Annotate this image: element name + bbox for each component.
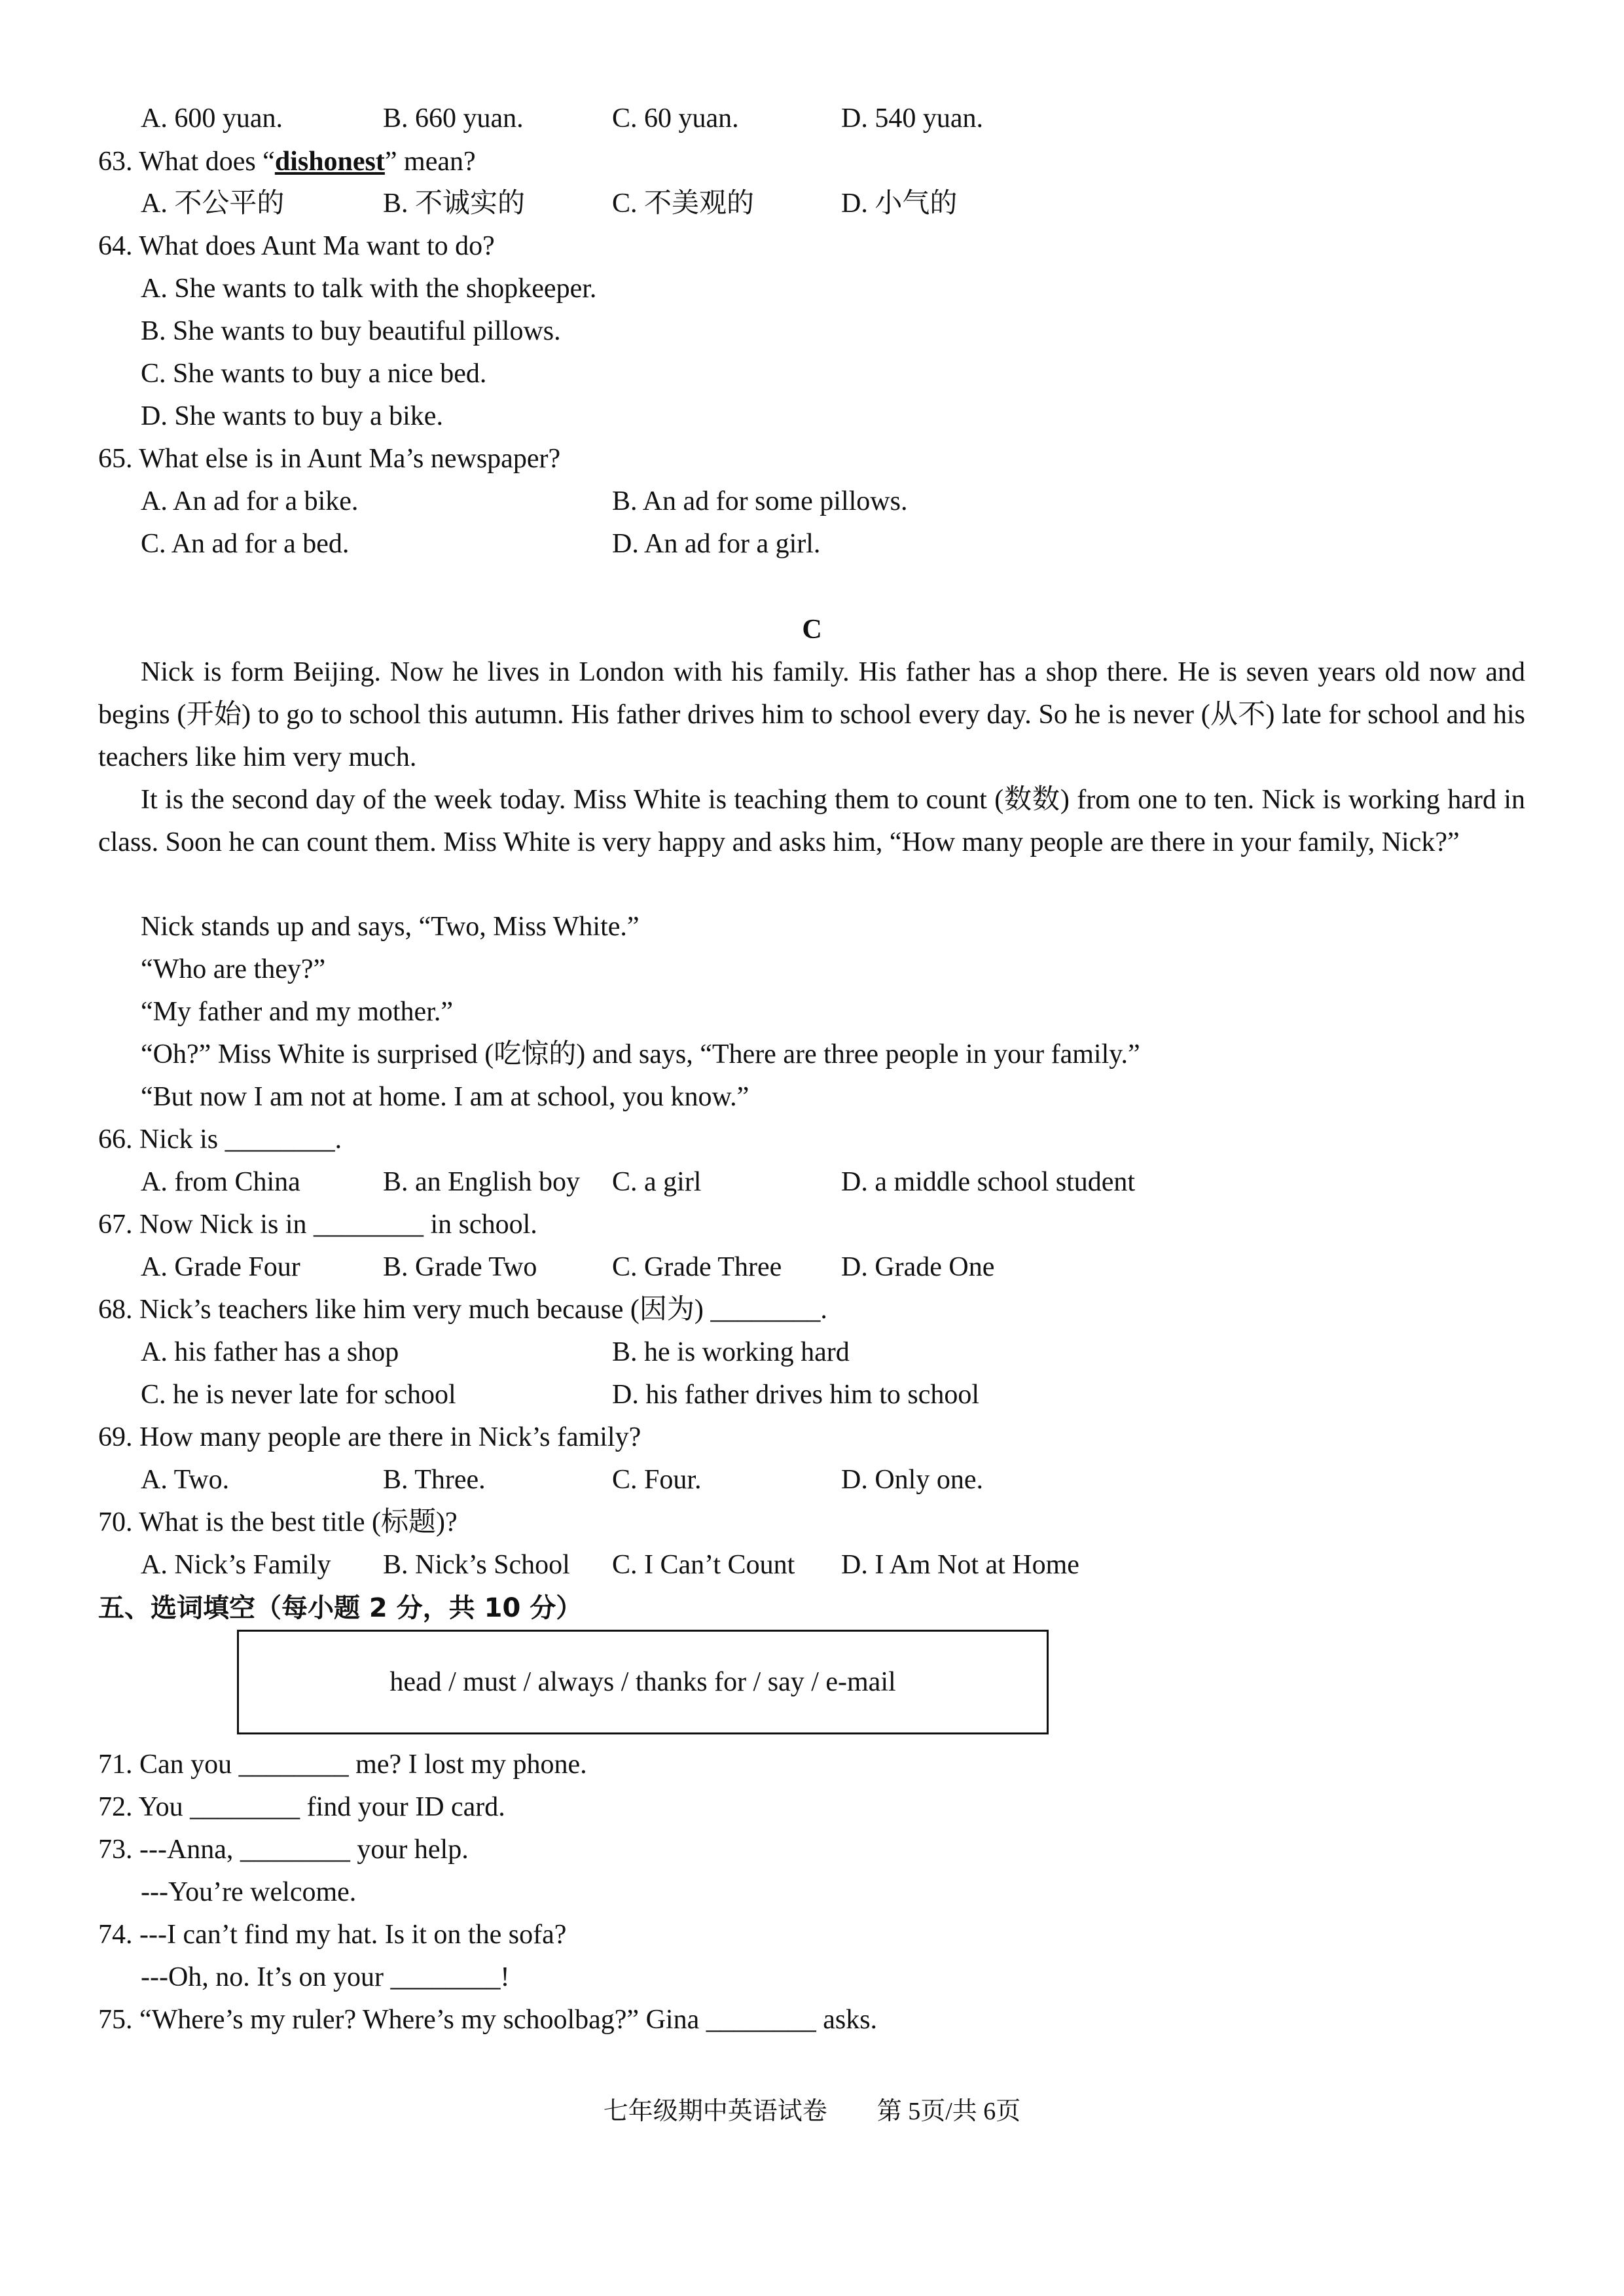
q66-option-c: C. a girl (612, 1167, 702, 1197)
q70-option-c: C. I Can’t Count (612, 1550, 795, 1580)
q71-item: 71. Can you ________ me? I lost my phone. (98, 1749, 587, 1780)
q73-reply: ---You’re welcome. (141, 1877, 357, 1907)
section-c-label: C (802, 615, 822, 645)
q63-keyword: dishonest (274, 147, 385, 177)
q74-reply: ---Oh, no. It’s on your ________! (141, 1962, 510, 1992)
q69-option-b: B. Three. (383, 1465, 486, 1495)
q65-option-c: C. An ad for a bed. (141, 529, 350, 559)
q63-option-b: B. 不诚实的 (383, 188, 526, 219)
q64-option-d: D. She wants to buy a bike. (141, 401, 443, 431)
q68-question: 68. Nick’s teachers like him very much because (因为) ________. (98, 1295, 827, 1325)
q67-option-d: D. Grade One (841, 1252, 995, 1282)
q74-item: 74. ---I can’t find my hat. Is it on the sofa? (98, 1920, 567, 1950)
q69-option-d: D. Only one. (841, 1465, 983, 1495)
q63-option-d: D. 小气的 (841, 188, 958, 219)
q63-option-c: C. 不美观的 (612, 188, 755, 219)
q68-option-d: D. his father drives him to school (612, 1380, 980, 1410)
q68-option-b: B. he is working hard (612, 1337, 850, 1367)
q66-question: 66. Nick is ________. (98, 1124, 342, 1155)
q62-option-c: C. 60 yuan. (612, 103, 739, 134)
q63-option-a: A. 不公平的 (141, 188, 285, 219)
q64-question: 64. What does Aunt Ma want to do? (98, 231, 495, 261)
q73-item: 73. ---Anna, ________ your help. (98, 1835, 469, 1865)
q65-option-d: D. An ad for a girl. (612, 529, 821, 559)
q62-option-d: D. 540 yuan. (841, 103, 983, 134)
q67-option-b: B. Grade Two (383, 1252, 537, 1282)
passage-c-dialogue-4: “Oh?” Miss White is surprised (吃惊的) and says, “There are three people in your family.” (141, 1039, 1140, 1069)
q70-option-d: D. I Am Not at Home (841, 1550, 1079, 1580)
passage-c-paragraph-2: It is the second day of the week today. Miss White is teaching them to count (数数) from one to ten. Nick is working hard in class. Soon he can count them. Miss White is very happy and asks him, “How many people are there in your family, Nick?” (98, 785, 1525, 857)
q67-option-c: C. Grade Three (612, 1252, 782, 1282)
q70-question: 70. What is the best title (标题)? (98, 1507, 458, 1537)
q69-option-a: A. Two. (141, 1465, 230, 1495)
passage-c-dialogue-1: Nick stands up and says, “Two, Miss White.” (141, 912, 640, 942)
passage-c-paragraph-1: Nick is form Beijing. Now he lives in London with his family. His father has a shop there. He is seven years old now and begins (开始) to go to school this autumn. His father drives him to school every day. So he is never (从不) late for school and his teachers like him very much. (98, 657, 1525, 772)
q67-question: 67. Now Nick is in ________ in school. (98, 1210, 537, 1240)
q69-option-c: C. Four. (612, 1465, 702, 1495)
page-footer (0, 2092, 1624, 2131)
passage-c-dialogue-2: “Who are they?” (141, 954, 326, 984)
word-bank-words: head / must / always / thanks for / say / e-mail (389, 1667, 896, 1697)
q70-option-b: B. Nick’s School (383, 1550, 570, 1580)
q65-option-a: A. An ad for a bike. (141, 486, 359, 516)
q65-option-b: B. An ad for some pillows. (612, 486, 908, 516)
q62-option-b: B. 660 yuan. (383, 103, 524, 134)
q72-item: 72. You ________ find your ID card. (98, 1792, 505, 1822)
q66-option-d: D. a middle school student (841, 1167, 1136, 1197)
q68-option-c: C. he is never late for school (141, 1380, 456, 1410)
section-5-heading: 五、选词填空（每小题 2 分，共 10 分） (98, 1593, 583, 1623)
passage-c-dialogue-3: “My father and my mother.” (141, 997, 454, 1027)
q69-question: 69. How many people are there in Nick’s family? (98, 1422, 641, 1452)
q67-option-a: A. Grade Four (141, 1252, 300, 1282)
passage-c-dialogue-5: “But now I am not at home. I am at school, you know.” (141, 1082, 749, 1112)
q66-option-a: A. from China (141, 1167, 300, 1197)
q64-option-b: B. She wants to buy beautiful pillows. (141, 316, 561, 346)
q63-question: 63. What does “dishonest” mean? (98, 147, 476, 177)
footer-text: 七年级期中英语试卷 第 5页/共 6页 (603, 2098, 1021, 2125)
q62-option-a: A. 600 yuan. (141, 103, 283, 134)
q65-question: 65. What else is in Aunt Ma’s newspaper? (98, 444, 561, 474)
q66-option-b: B. an English boy (383, 1167, 580, 1197)
word-bank-box (237, 1630, 1049, 1734)
q64-option-a: A. She wants to talk with the shopkeeper. (141, 274, 597, 304)
q75-item: 75. “Where’s my ruler? Where’s my schoolbag?” Gina ________ asks. (98, 2005, 878, 2035)
q64-option-c: C. She wants to buy a nice bed. (141, 359, 487, 389)
q68-option-a: A. his father has a shop (141, 1337, 399, 1367)
q70-option-a: A. Nick’s Family (141, 1550, 331, 1580)
